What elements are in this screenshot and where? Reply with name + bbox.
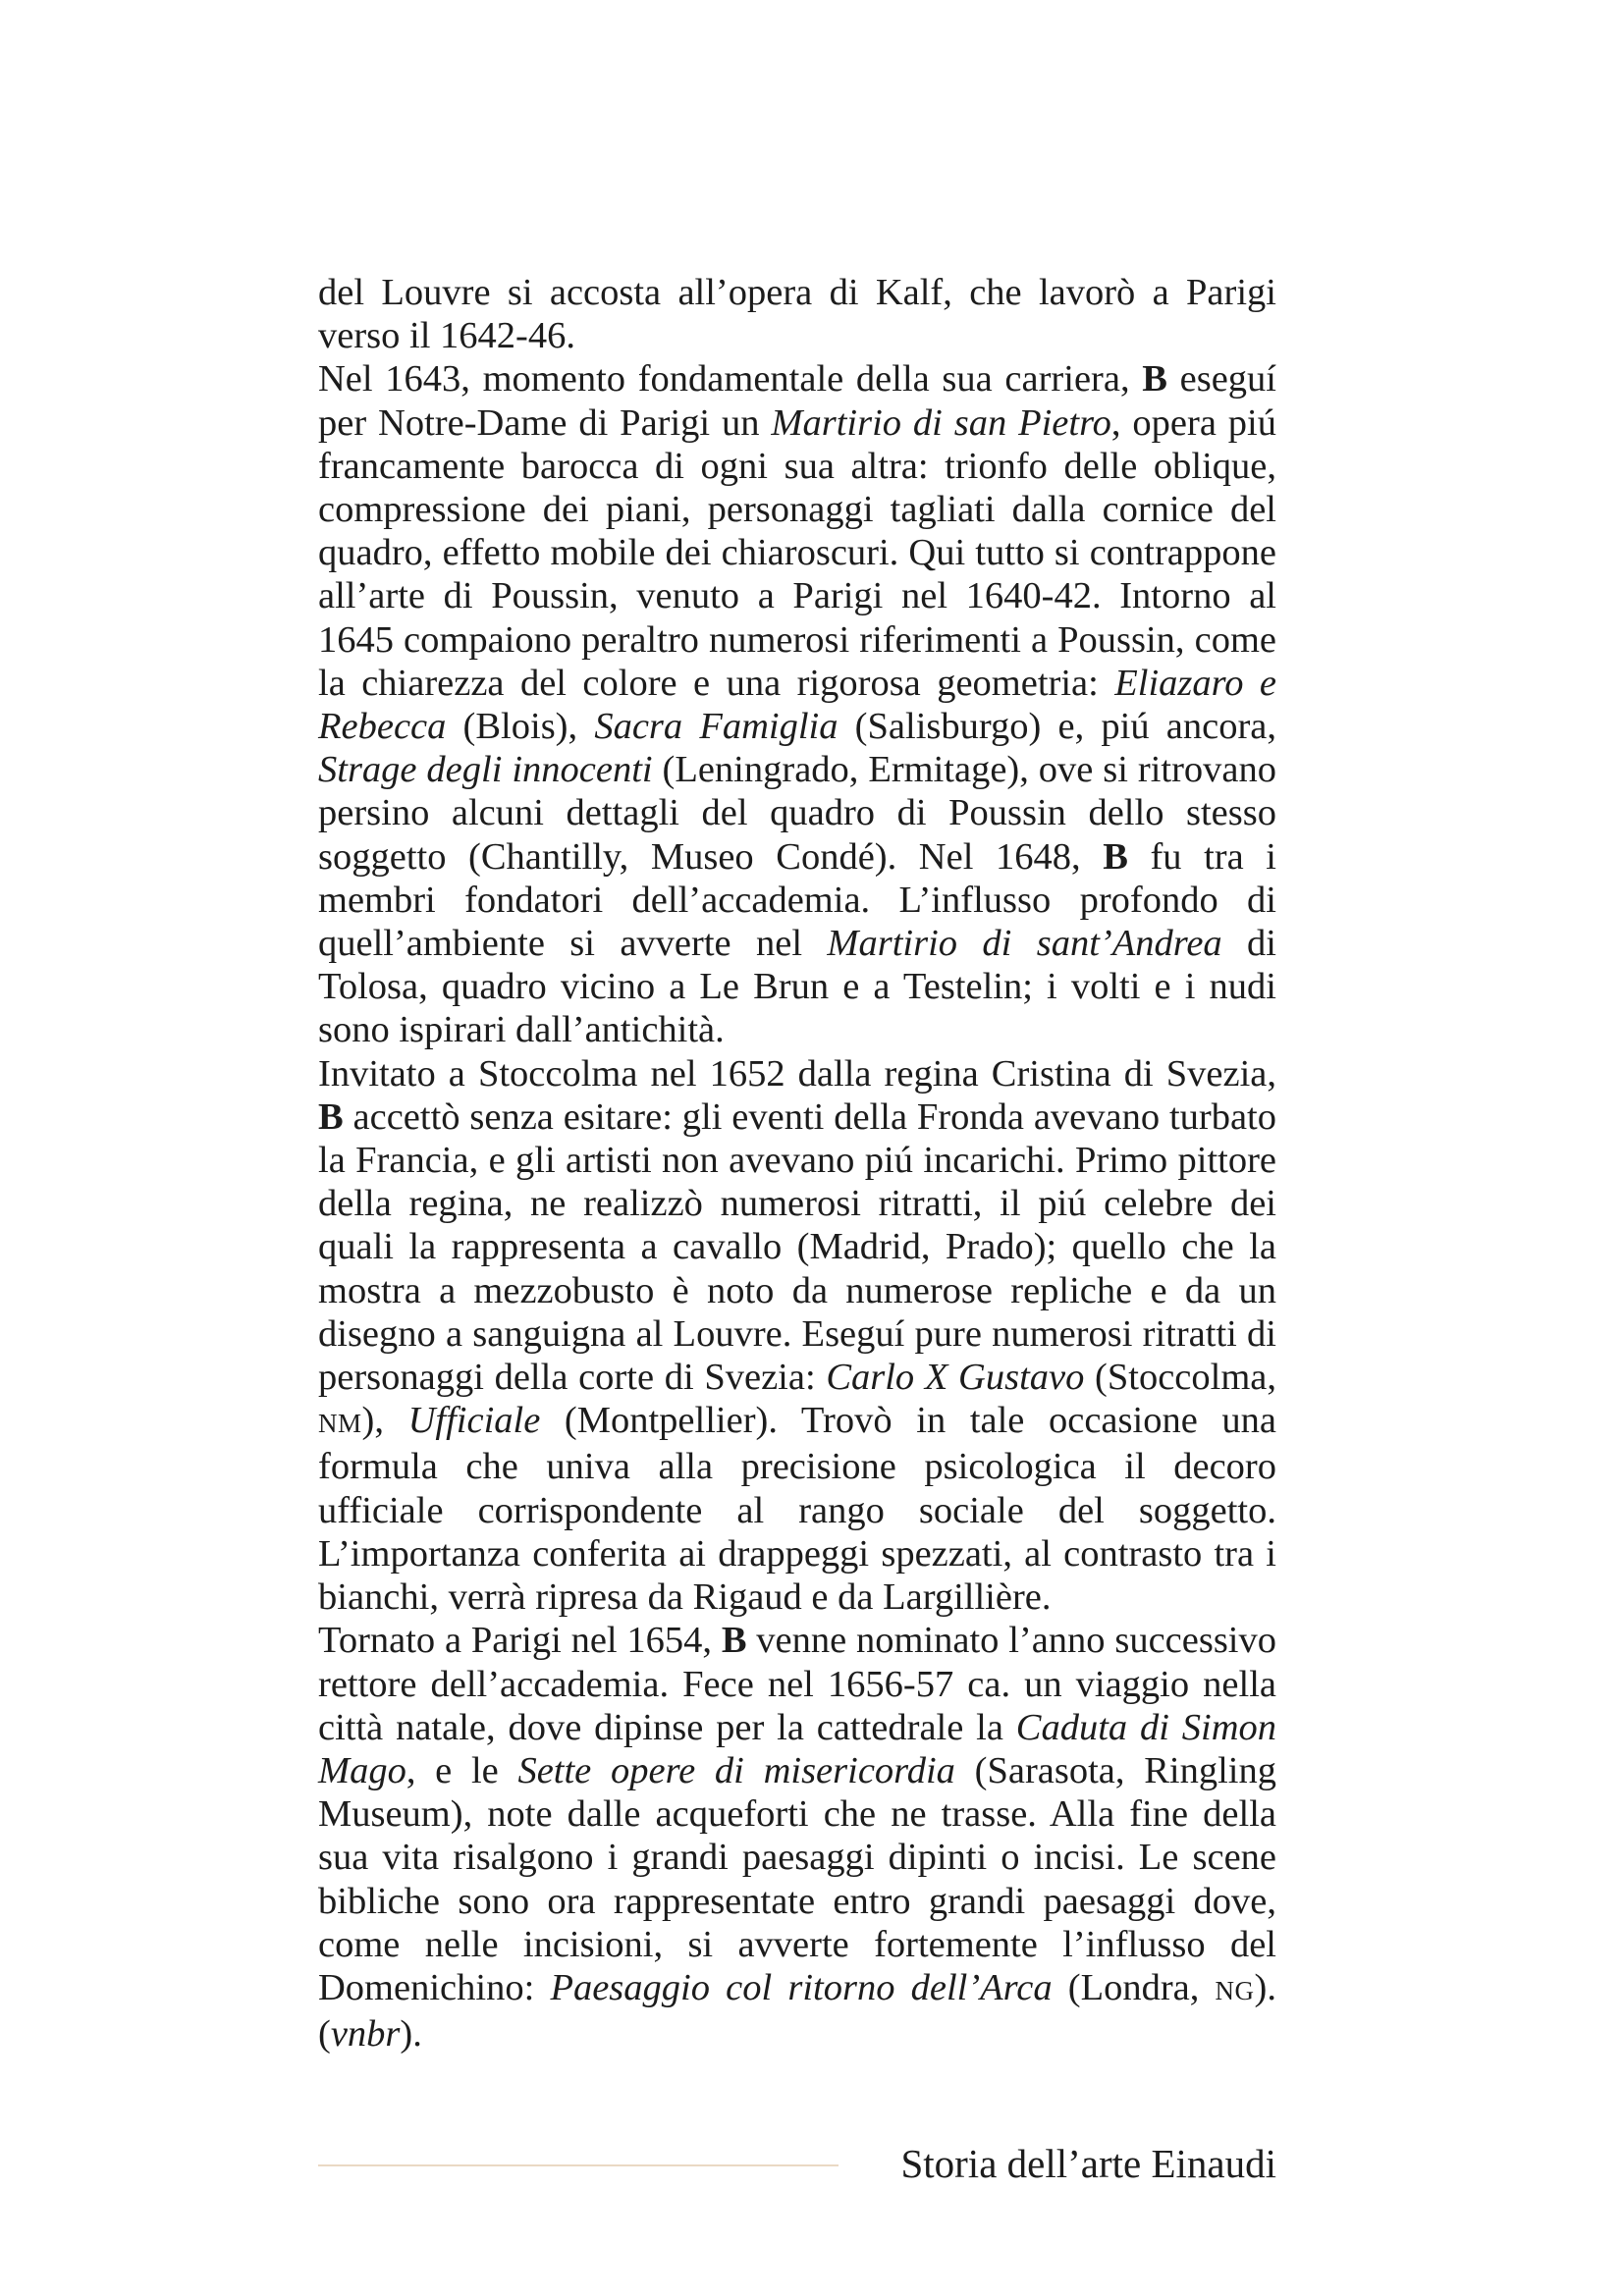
artist-initial: B [1142, 358, 1167, 400]
text-run: di Tolosa, quadro vicino a Le Brun e a Testelin; i volti e i nudi sono ispirari dall’antichità. [318, 923, 1276, 1051]
text-run: Nel 1643, momento fondamentale della sua carriera, [318, 358, 1143, 400]
artwork-title: Eliazaro e Rebecca [318, 662, 1276, 748]
text-run: (Londra, [1052, 1966, 1216, 2008]
text-run: eseguí per Notre-Dame di Parigi un [318, 358, 1276, 444]
artwork-title: Sette opere di misericordia [517, 1749, 955, 1791]
artwork-title: Sacra Famiglia [594, 706, 839, 748]
footer-rule [318, 2164, 839, 2166]
artist-initial: B [1103, 835, 1128, 878]
artwork-title: Paesaggio col ritorno dell’Arca [550, 1966, 1053, 2008]
article-body [318, 271, 1276, 2056]
text-run: ). ( [318, 1966, 1276, 2056]
text-run: (Stoccolma, [1084, 1357, 1276, 1399]
paragraph [318, 1619, 1276, 2056]
text-run: fu tra i membri fondatori dell’accademia. L’influsso profondo di quell’ambiente si avverte nel [318, 835, 1276, 965]
museum-abbreviation: NG [1215, 1975, 1255, 2005]
artwork-title: vnbr [330, 2013, 401, 2056]
artwork-title: Caduta di Simon Mago [318, 1706, 1277, 1791]
footer-publication-title: Storia dell’arte Einaudi [900, 2141, 1276, 2186]
text-run: (Salisburgo) e, piú ancora, [838, 706, 1277, 748]
artwork-title: Martirio di san Pietro [771, 401, 1111, 444]
text-run: , opera piú francamente barocca di ogni sua altra: trionfo delle oblique, compressione dei piani, personaggi tagliati dalla cornice del quadro, effetto mobile dei chiaroscuri. Qui tutto si contrappone all’arte di Poussin, venuto a Parigi nel 1640-42. Intorno al 1645 compaiono peraltro numerosi riferimenti a Poussin, come la chiarezza del colore e una rigorosa geometria: [318, 401, 1276, 704]
artwork-title: Strage degli innocenti [318, 749, 653, 791]
artwork-title: Ufficiale [407, 1400, 541, 1442]
text-run: (Leningrado, Ermitage), ove si ritrovano persino alcuni dettagli del quadro di Poussin dello stesso soggetto (Chantilly, Museo Condé). Nel 1648, [318, 749, 1276, 878]
text-run: (Blois), [446, 706, 595, 748]
text-run: (Sarasota, Ringling Museum), note dalle acqueforti che ne trasse. Alla fine della sua vita risalgono i grandi paesaggi dipinti o incisi. Le scene bibliche sono ora rappresentate entro grandi paesaggi dove, come nelle incisioni, si avverte fortemente l’influsso del Domenichino: [318, 1749, 1276, 2008]
text-run: , e le [406, 1749, 518, 1791]
artwork-title: Martirio di sant’Andrea [827, 923, 1222, 965]
paragraph [318, 271, 1276, 357]
text-run: del Louvre si accosta all’opera di Kalf, che lavorò a Parigi verso il 1642-46. [318, 272, 1276, 357]
text-run: accettò senza esitare: gli eventi della Fronda avevano turbato la Francia, e gli artisti non avevano piú incarichi. Primo pittore della regina, ne realizzò numerosi ritratti, il piú celebre dei quali la rappresenta a cavallo (Madrid, Prado); quello che la mostra a mezzobusto è noto da numerose repliche e da un disegno a sanguigna al Louvre. Eseguí pure numerosi ritratti di personaggi della corte di Svezia: [318, 1095, 1276, 1399]
text-run: (Montpellier). Trovò in tale occasione una formula che univa alla precisione psicologica il decoro ufficiale corrispondente al rango sociale del soggetto. L’importanza conferita ai drappeggi spezzati, al contrasto tra i bianchi, verrà ripresa da Rigaud e da Largillière. [318, 1400, 1276, 1619]
text-run: ), [361, 1400, 408, 1442]
paragraph [318, 1052, 1276, 1620]
text-run: Tornato a Parigi nel 1654, [318, 1620, 722, 1662]
museum-abbreviation: NM [318, 1409, 362, 1439]
text-run: ). [400, 2013, 422, 2056]
artwork-title: Carlo X Gustavo [826, 1357, 1085, 1399]
artist-initial: B [721, 1620, 747, 1662]
paragraph [318, 357, 1276, 1051]
text-run: Invitato a Stoccolma nel 1652 dalla regina Cristina di Svezia, [318, 1052, 1276, 1095]
text-run: venne nominato l’anno successivo rettore dell’accademia. Fece nel 1656-57 ca. un viaggio nella città natale, dove dipinse per la cattedrale la [318, 1620, 1276, 1748]
artist-initial: B [318, 1095, 344, 1138]
